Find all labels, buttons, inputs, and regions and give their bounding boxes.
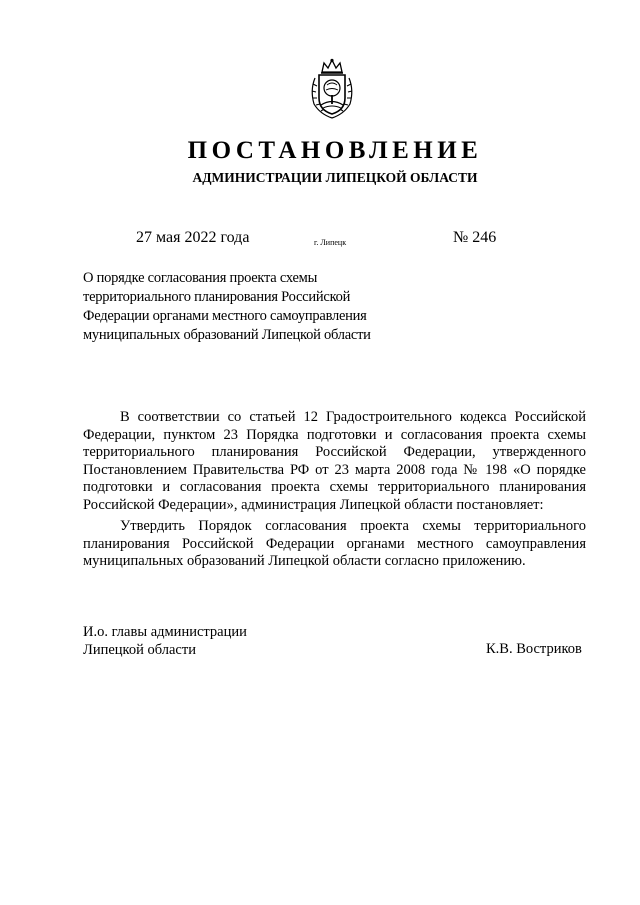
subject-line: О порядке согласования проекта схемы [83,270,318,286]
body-paragraph: В соответствии со статьей 12 Градостроительного кодекса Российской Федерации, пунктом 23 Порядка подготовки и согласования проекта схемы территориального планирования Российской Федерации, утвержденного Постановлением Правительства РФ от 23 марта 2008 года № 198 «О порядке подготовки и согласования проекта схемы территориального планирования Российской Федерации», администрация Липецкой области постановляет: [83,409,586,513]
document-date: 27 мая 2022 года [136,229,250,246]
subject-line: муниципальных образований Липецкой области [83,327,371,343]
subject-line: Федерации органами местного самоуправления [83,308,367,324]
document-body [83,409,586,571]
document-city: г. Липецк [314,238,347,247]
document-title: ПОСТАНОВЛЕНИЕ [187,137,483,164]
signatory-name: К.В. Востриков [486,641,582,657]
subject-line: территориального планирования Российской [83,289,351,305]
issuing-authority: АДМИНИСТРАЦИИ ЛИПЕЦКОЙ ОБЛАСТИ [192,170,478,185]
signatory-position-line: Липецкой области [83,641,196,658]
document-subject [83,269,413,345]
document-number: № 246 [453,229,497,246]
body-paragraph: Утвердить Порядок согласования проекта схемы территориального планирования Российской Федерации органами местного самоуправления муниципальных образований Липецкой области согласно приложению. [83,518,586,569]
signatory-position-line: И.о. главы администрации [83,624,247,640]
signatory-position [83,624,247,659]
coat-of-arms-icon [308,58,356,120]
